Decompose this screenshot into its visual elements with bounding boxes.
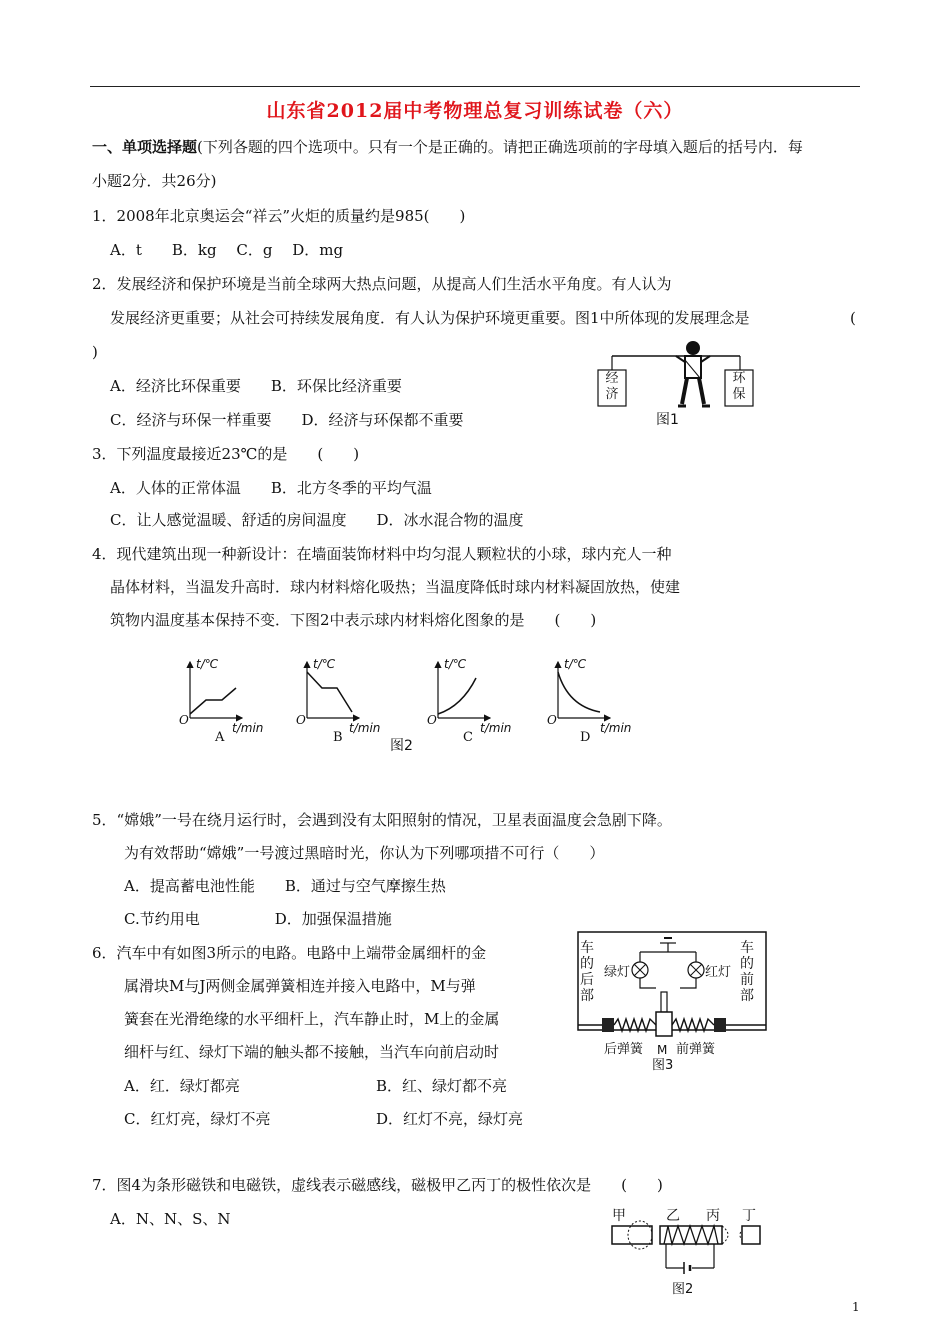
q2-paren-close: )	[92, 343, 98, 361]
q2-paren-open: (	[850, 309, 856, 327]
q2-stem-2: 发展经济更重要；从社会可持续发展角度．有人认为保护环境更重要。图1中所体现的发展理念是	[110, 309, 750, 327]
fig1-caption: 图1	[656, 412, 679, 428]
fig4-pole-bing: 丙	[706, 1208, 720, 1224]
header-rule	[90, 86, 860, 87]
graph-a-origin: O	[179, 713, 189, 727]
graph-d-x-label: t/min	[600, 721, 632, 735]
fig3-caption: 图3	[652, 1058, 674, 1073]
q4-stem-2: 晶体材料，当温发升高时．球内材料熔化吸热；当温度降低时球内材料凝固放热，使建	[110, 578, 681, 596]
q6-stem-3: 簧套在光滑绝缘的水平细杆上，汽车静止时，M上的金属	[124, 1010, 500, 1028]
q5-options-ab: A．提高蓄电池性能 B．通过与空气摩擦生热	[124, 877, 446, 895]
fig2-caption: 图2	[390, 738, 413, 754]
graph-d-y-label: t/℃	[564, 657, 587, 671]
fig3-slider-label: M	[657, 1043, 668, 1057]
graph-d-label: D	[580, 730, 591, 745]
graph-c-label: C	[463, 730, 473, 745]
graph-c-x-label: t/min	[480, 721, 512, 735]
green-lamp-icon	[632, 962, 648, 978]
fig3-rear-spring-label: 后弹簧	[604, 1042, 644, 1057]
graph-b-origin: O	[296, 713, 306, 727]
section-heading-bold: 一、单项选择题	[92, 138, 198, 156]
q3-stem: 3．下列温度最接近23℃的是 ( )	[92, 445, 360, 463]
q6-option-c: C．红灯亮，绿灯不亮	[124, 1110, 271, 1128]
q6-stem-1: 6．汽车中有如图3所示的电路。电路中上端带金属细杆的金	[92, 944, 487, 962]
fig3-rear-label: 车的后部	[580, 940, 594, 1004]
section-heading	[92, 137, 803, 157]
q2-options-ab: A．经济比环保重要 B．环保比经济重要	[110, 377, 402, 395]
graph-c-origin: O	[427, 713, 437, 727]
graph-b-label: B	[333, 730, 343, 745]
q5-options-cd: C.节约用电 D．加强保温措施	[124, 910, 392, 928]
q6-stem-2: 属滑块M与J两侧金属弹簧相连并接入电路中，M与弹	[124, 977, 476, 995]
fig4-pole-yi: 乙	[666, 1208, 680, 1224]
q7-stem: 7．图4为条形磁铁和电磁铁，虚线表示磁感线，磁极甲乙丙丁的极性依次是 ( )	[92, 1176, 663, 1194]
graph-a-label: A	[215, 730, 225, 745]
fig3-front-label: 车的前部	[740, 940, 754, 1004]
q1-stem: 1．2008年北京奥运会“祥云”火炬的质量约是985( )	[92, 207, 466, 225]
q2-stem-1: 2．发展经济和保护环境是当前全球两大热点问题，从提高人们生活水平角度。有人认为	[92, 275, 672, 293]
q3-options-ab: A．人体的正常体温 B．北方冬季的平均气温	[110, 479, 432, 497]
fig1-economy-box-label: 经济	[605, 371, 619, 402]
fig3-green-lamp-label: 绿灯	[604, 965, 631, 980]
page-title: 山东省2012届中考物理总复习训练试卷（六）	[266, 100, 684, 122]
q2-options-cd: C．经济与环保一样重要 D．经济与环保都不重要	[110, 411, 464, 429]
fig4-pole-jia: 甲	[612, 1208, 626, 1224]
fig1-environment-box-label: 环保	[732, 371, 746, 402]
q4-stem-1: 4．现代建筑出现一种新设计：在墙面装饰材料中均匀混人颗粒状的小球，球内充人一种	[92, 545, 672, 563]
q5-stem-1: 5．“嫦娥”一号在绕月运行时，会遇到没有太阳照射的情况，卫星表面温度会急剧下降。	[92, 811, 672, 829]
graph-c-y-label: t/℃	[444, 657, 467, 671]
q6-option-d: D．红灯不亮，绿灯亮	[376, 1110, 524, 1128]
red-lamp-icon	[688, 962, 704, 978]
graph-b-y-label: t/℃	[313, 657, 336, 671]
section-heading-rest: (下列各题的四个选项中。只有一个是正确的。请把正确选项前的字母填入题后的括号内．每	[197, 138, 803, 156]
q4-stem-3: 筑物内温度基本保持不变．下图2中表示球内材料熔化图象的是 ( )	[110, 611, 597, 629]
graph-b-x-label: t/min	[349, 721, 381, 735]
q1-options: A．t B．kg C．g D．mg	[110, 241, 344, 259]
fig3-front-spring-label: 前弹簧	[676, 1042, 716, 1057]
q6-option-a: A．红．绿灯都亮	[124, 1077, 240, 1095]
fig4-caption: 图2	[672, 1282, 694, 1297]
graph-a-x-label: t/min	[232, 721, 264, 735]
q3-options-cd: C．让人感觉温暖、舒适的房间温度 D．冰水混合物的温度	[110, 511, 524, 529]
q7-option-a: A．N、N、S、N	[110, 1210, 231, 1228]
q6-stem-4: 细杆与红、绿灯下端的触头都不接触，当汽车向前启动时	[124, 1043, 500, 1061]
graph-d-origin: O	[547, 713, 557, 727]
page-number: 1	[852, 1300, 860, 1314]
graph-a-y-label: t/℃	[196, 657, 219, 671]
fig4-pole-ding: 丁	[742, 1208, 756, 1224]
fig3-red-lamp-label: 红灯	[705, 965, 732, 980]
section-heading-cont: 小题2分．共26分)	[92, 172, 217, 190]
q5-stem-2: 为有效帮助“嫦娥”一号渡过黑暗时光，你认为下列哪项措不可行（ ）	[124, 844, 605, 862]
q6-option-b: B．红、绿灯都不亮	[376, 1077, 508, 1095]
person-icon	[676, 341, 710, 406]
